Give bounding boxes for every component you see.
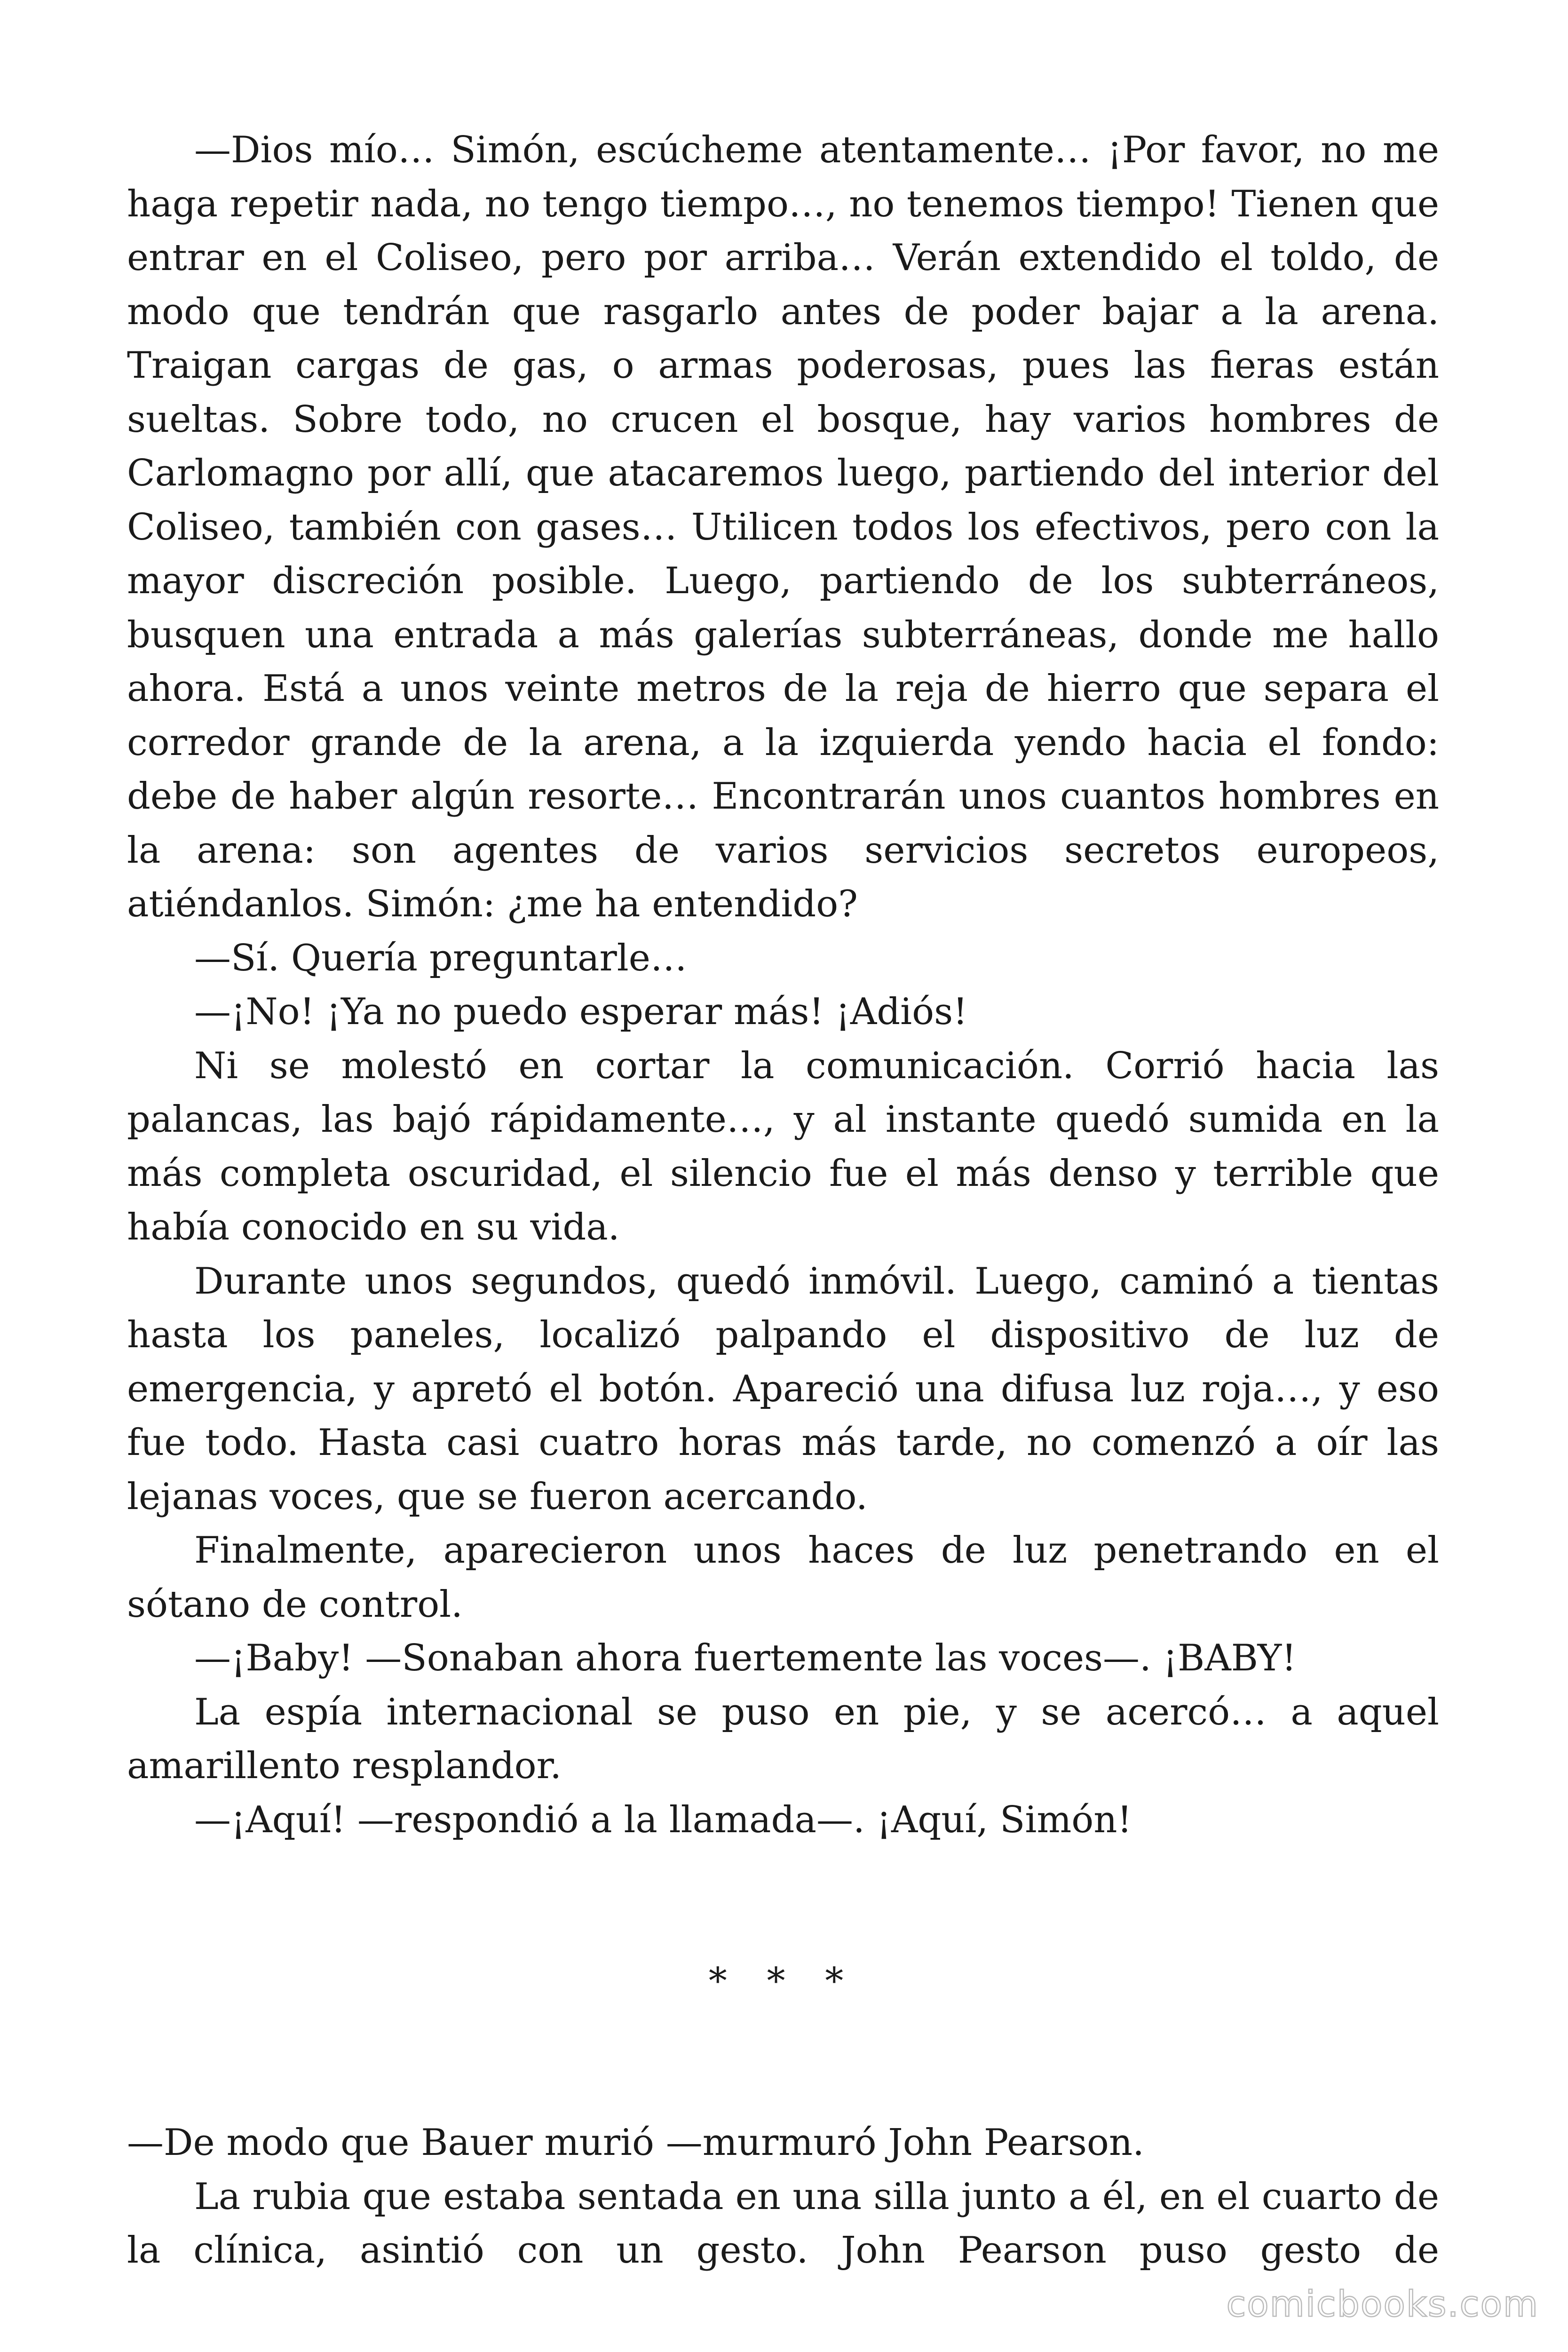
- paragraph-baby-answers: —¡Aquí! —respondió a la llamada—. ¡Aquí, Simón!: [194, 1798, 1132, 1841]
- paragraph-spy-stands: La espía internacional se puso en pie, y se acercó… a aquel amarillento resplandor.: [127, 1691, 1439, 1787]
- paragraph-blonde-nods: La rubia que estaba sentada en una silla junto a él, en el cuarto de la clínica, asintió con un gesto. John Pearson puso gesto de: [127, 2175, 1439, 2272]
- paragraph-baby-goodbye: —¡No! ¡Ya no puedo esperar más! ¡Adiós!: [194, 991, 968, 1033]
- scene-break-separator: * * *: [708, 1960, 858, 2002]
- watermark-logo: comicbooks.com: [1226, 2283, 1539, 2325]
- paragraph-voices-calling: —¡Baby! —Sonaban ahora fuertemente las voces—. ¡BABY!: [194, 1637, 1297, 1679]
- paragraph-simon-reply: —Sí. Quería preguntarle…: [194, 937, 687, 979]
- paragraph-dialogue-baby-instructions: —Dios mío… Simón, escúcheme atentamente… ¡Por favor, no me haga repetir nada, no tengo tiempo…, no tenemos tiempo! Tienen que entrar en el Coliseo, pero por arriba… Verán extendido el toldo, de modo que tendrán que rasgarlo antes de poder bajar a la arena. Traigan cargas de gas, o armas poderosas, pues las fieras están sueltas. Sobre todo, no crucen el bosque, hay varios hombres de Carlomagno por allí, que atacaremos luego, partiendo del interior del Coliseo, también con gases… Utilicen todos los efectivos, pero con la mayor discreción posible. Luego, partiendo de los subterráneos, busquen una entrada a más galerías subterráneas, donde me hallo ahora. Está a unos veinte metros de la reja de hierro que separa el corredor grande de la arena, a la izquierda yendo hacia el fondo: debe de haber algún resorte… Encontrarán unos cuantos hombres en la arena: son agentes de varios servicios secretos europeos, atiéndanlos. Simón: ¿me ha entendido?: [127, 129, 1439, 925]
- paragraph-pearson-bauer: —De modo que Bauer murió —murmuró John Pearson.: [127, 2122, 1144, 2164]
- paragraph-darkness: Ni se molestó en cortar la comunicación. Corrió hacia las palancas, las bajó rápidamente…, y al instante quedó sumida en la más completa oscuridad, el silencio fue el más denso y terrible que había conocido en su vida.: [127, 1044, 1439, 1248]
- paragraph-emergency-light: Durante unos segundos, quedó inmóvil. Luego, caminó a tientas hasta los paneles, localizó palpando el dispositivo de luz de emergencia, y apretó el botón. Apareció una difusa luz roja…, y eso fue todo. Hasta casi cuatro horas más tarde, no comenzó a oír las lejanas voces, que se fueron acercando.: [127, 1260, 1439, 1518]
- book-page-text: [127, 123, 1439, 2278]
- paragraph-light-beams: Finalmente, aparecieron unos haces de luz penetrando en el sótano de control.: [127, 1529, 1439, 1626]
